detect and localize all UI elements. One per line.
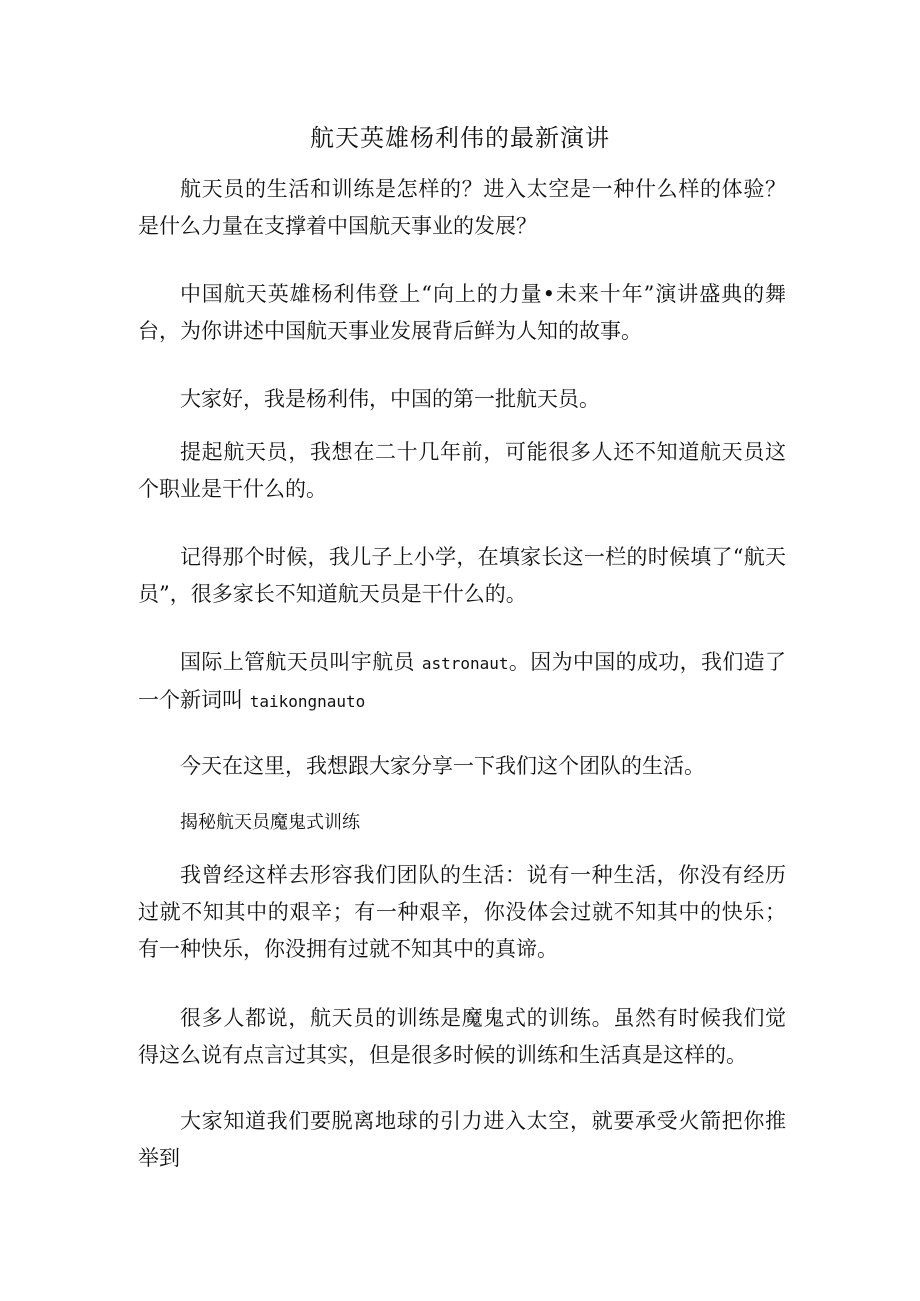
paragraph-son: 记得那个时候，我儿子上小学，在填家长这一栏的时候填了“航天员”，很多家长不知道航天员是干什么的。	[138, 545, 786, 606]
paragraph-share: 今天在这里，我想跟大家分享一下我们这个团队的生活。	[180, 754, 705, 778]
paragraph-gravity: 大家知道我们要脱离地球的引力进入太空，就要承受火箭把你推举到	[138, 1109, 786, 1170]
paragraph-text: 国际上管航天员叫宇航员	[180, 650, 415, 674]
paragraph-devil-training: 很多人都说，航天员的训练是魔鬼式的训练。虽然有时候我们觉得这么说有点言过其实，但是很多时候的训练和生活真是这样的。	[138, 1006, 786, 1067]
paragraph-new-word	[138, 644, 786, 720]
paragraph-stage: 中国航天英雄杨利伟登上“向上的力量•未来十年”演讲盛典的舞台，为你讲述中国航天事业发展背后鲜为人知的故事。	[138, 282, 786, 343]
document-title: 航天英雄杨利伟的最新演讲	[310, 124, 610, 152]
paragraph-greeting: 大家好，我是杨利伟，中国的第一批航天员。	[180, 387, 600, 411]
english-word-astronaut: astronaut	[421, 654, 509, 673]
paragraph-text: 。因为中国的成功，我们造了一个新词叫	[138, 650, 787, 712]
section-heading: 揭秘航天员魔鬼式训练	[180, 812, 360, 833]
paragraph-profession: 提起航天员，我想在二十几年前，可能很多人还不知道航天员这个职业是干什么的。	[138, 440, 786, 501]
new-word-taikongnauto: taikongnauto	[249, 692, 366, 711]
paragraph-intro: 航天员的生活和训练是怎样的？进入太空是一种什么样的体验？是什么力量在支撑着中国航天事业的发展？	[138, 177, 786, 238]
paragraph-team-life: 我曾经这样去形容我们团队的生活：说有一种生活，你没有经历过就不知其中的艰辛；有一种艰辛，你没体会过就不知其中的快乐；有一种快乐，你没拥有过就不知其中的真谛。	[138, 863, 786, 961]
